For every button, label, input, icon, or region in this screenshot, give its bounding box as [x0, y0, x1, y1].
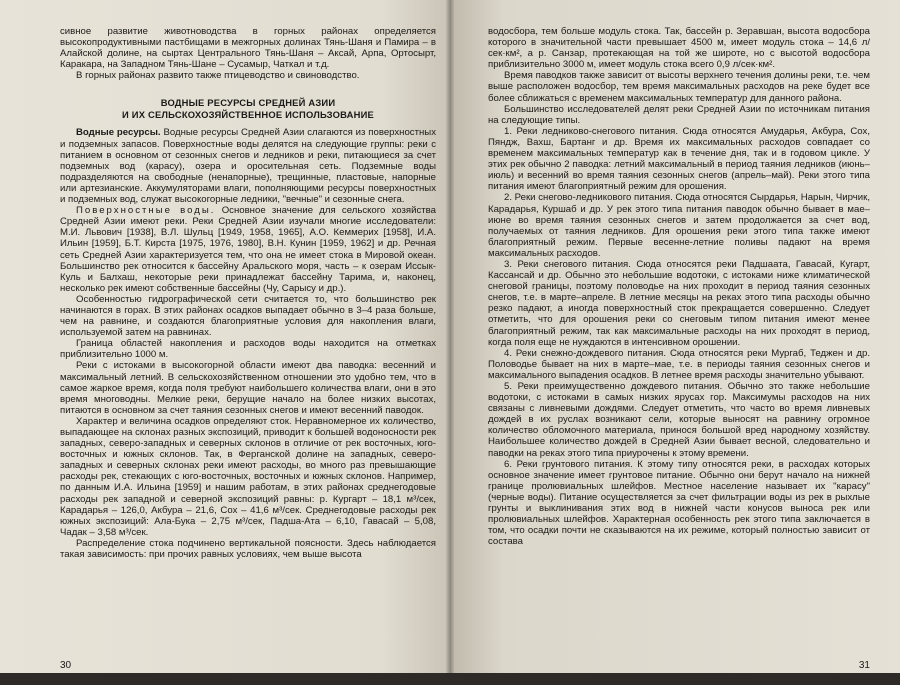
paragraph: Характер и величина осадков определяют сток. Неравномерное их количество, выпадающее на склонах разных экспозиций, приводит к большей водоносности рек западных, северо-западных и северных склонов в отличие от рек восточных, юго-восточных и южных склонов. Так, в Ферганской долине на западных, северо-западных и северных склонах реки имеют расходы, во много раз превышающие расходы рек, стекающих с юго-восточных, восточных и южных склонов. Например, по данным И.А. Ильина [1959] и нашим работам, в этих районах среднегодовые расходы рек западной и северной экспозиций равны: р. Кургарт – 18,1 м³/сек, Карадарья – 126,0, Акбура – 21,6, Сох – 41,6 м³/сек. Среднегодовые расходы рек южных экспозиций: Ала-Бука – 2,75 м³/сек, Падша-Ата – 6,10, Гавасай – 5,08, Чадак – 3,58 м³/сек. — [60, 415, 437, 538]
paragraph: водосбора, тем больше модуль стока. Так, бассейн р. Зеравшан, высота водосбора которого в значительной части превышает 4500 м, имеет модуль стока – 14,6 л/сек·км², а р. Санзар, протекающая на той же широте, но с высотой водосбора приблизительно 3000 м, имеет модуль стока всего 0,9 л/сек·км². — [488, 26, 870, 71]
paragraph: 2. Реки снегово-ледникового питания. Сюда относятся Сырдарья, Нарын, Чирчик, Карадарья, Куршаб и др. У рек этого типа питания паводок обычно бывает в мае–июне во время таяния сезонных снегов и затем продолжается за счет вод, получаемых от таяния ледников. Для орошения реки этого типа также имеют благоприятный режим. Первые весенне-летние поливы падают на время максимальных расходов. — [488, 192, 870, 259]
heading-line: И ИХ СЕЛЬСКОХОЗЯЙСТВЕННОЕ ИСПОЛЬЗОВАНИЕ — [122, 109, 374, 121]
paragraph: Распределение стока подчинено вертикальной поясности. Здесь наблюдается такая зависимость: при прочих равных условиях, чем выше высота — [60, 537, 436, 561]
paragraph: сивное развитие животноводства в горных районах определяется высокопродуктивными пастбищами в межгорных долинах Тянь-Шаня и Памира – в Алайской долине, на сыртах Центрального Тянь-Шаня – Аксай, Арпа, Ортосырт, Каракара, на Западном Тянь-Шане – Сусамыр, Чаткал и т.д. — [60, 26, 436, 71]
book-gutter — [446, 0, 454, 685]
paragraph: Большинство исследователей делят реки Средней Азии по источникам питания на следующие типы. — [488, 103, 870, 126]
paragraph-text: Водные ресурсы Средней Азии слагаются из поверхностных и подземных запасов. Поверхностные воды делятся на следующие группы: реки с питанием в основном от сезонных снегов и ледников и реки, питающиеся за счет подземных вод (карасу), озера и оросительная сеть. Подземные воды подразделяются на свободные (ненапорные), трещинные, пластовые, напорные или артезианские. Аккумуляторами влаги, пополняющими ресурсы поверхностных и подземных вод, служат высокогорные ледники, "вечные" и сезонные снега. — [60, 127, 436, 206]
subheading: Водные ресурсы. — [76, 127, 161, 139]
paragraph: Реки с истоками в высокогорной области имеют два паводка: весенний и максимальный летний. В сельскохозяйственном отношении это удобно тем, что в самое жаркое время, когда поля требуют наибольшего количества влаги, они в это время многоводны. Мелкие реки, берущие начало на более низких высотах, питаются в основном за счет таяния сезонных снегов и имеют весенний паводок. — [60, 360, 436, 416]
subheading: Поверхностные воды. — [76, 205, 216, 217]
page-number: 31 — [858, 660, 870, 671]
paragraph: 6. Реки грунтового питания. К этому типу относятся реки, в расходах которых основное значение имеет грунтовое питание. Обычно они берут начало на нижней границе пролювиальных шлейфов. Местное население называет их "карасу" (черные воды). Питание осуществляется за счет фильтрации воды из рек в рыхлые грунты и выклинивания этих вод в нижней части конусов выноса рек или пролювиальных шлейфов. Характерная особенность рек этого типа заключается в том, что осадки почти не сказываются на их режиме, который полностью зависит от состава — [488, 458, 870, 548]
paragraph — [60, 205, 436, 294]
heading-line: ВОДНЫЕ РЕСУРСЫ СРЕДНЕЙ АЗИИ — [160, 97, 336, 109]
right-page — [450, 0, 900, 685]
paragraph: 4. Реки снежно-дождевого питания. Сюда относятся реки Мургаб, Теджен и др. Половодье бывает на них в марте–мае, т.е. в периоды таяния сезонных снегов и максимального выпадения осадков. В летнее время расходы значительно убывают. — [488, 347, 870, 381]
paragraph-text: Основное значение для сельского хозяйства Средней Азии имеют реки. Реки Средней Азии изучали многие исследователи: М.И. Львович [1938], В.Л. Шульц [1949, 1958, 1965], А.О. Кеммерих [1958], И.А. Ильин [1959], Б.Т. Кирста [1975, 1976, 1980], В.Н. Кунин [1959, 1962] и др. Речная сеть Средней Азии характеризуется тем, что она не имеет стока в Мировой океан. Большинство рек относится к бассейну Аральского моря, часть – к озерам Иссык-Куль и Балхаш, некоторые реки принадлежат бассейну Тарима, и, наконец, несколько рек имеют собственные бассейны (Чу, Сарысу и др.). — [60, 205, 436, 294]
paragraph: 5. Реки преимущественно дождевого питания. Обычно это также небольшие водотоки, с истоками в самых низких ярусах гор. Максимумы расходов на них связаны с ливневыми дождями. Следует отметить, что часто во время ливневых дождей в их руслах возникают сели, которые выносят на равнину огромное количество обломочного материала, принося большой вред народному хозяйству. Наибольшее количество дождей в Средней Азии бывает весной, следовательно и паводки на реках этого типа приурочены к этому времени. — [488, 381, 870, 459]
paragraph: Время паводков также зависит от высоты верхнего течения долины реки, т.е. чем выше расположен водосбор, тем время максимальных расходов на реке будет все более сближаться с временем максимальных температур для данного района. — [488, 70, 870, 104]
paragraph: Особенностью гидрографической сети считается то, что большинство рек начинаются в горах. В этих районах осадков выпадает обычно в 3–4 раза больше, чем на равнине, и создаются благоприятные условия для накопления влаги, используемой затем на равнинах. — [60, 293, 436, 339]
page-number: 30 — [60, 660, 72, 671]
paragraph: 1. Реки ледниково-снегового питания. Сюда относятся Амударья, Акбура, Сох, Пяндж, Вахш, Бартанг и др. Время их максимальных расходов совпадает со временем максимальных температур как в течение дня, так и в годовом цикле. У этих рек обычно 2 паводка: летний максимальный в период таяния ледников (июнь–июль) и весенний во время таяния сезонных снегов (апрель–май). Реки этого типа питания имеют благоприятный режим для орошения. — [488, 125, 870, 193]
paragraph: 3. Реки снегового питания. Сюда относятся реки Падшаата, Гавасай, Кугарт, Кассансай и др. Обычно это небольшие водотоки, с истоками ниже климатической снеговой границы, поэтому половодье на них проходит в период таяния сезонных снегов, т.е. в марте–апреле. В летние месяцы на реках этого типа расходы обычно резко падают, а иногда поверхностный сток прекращается совершенно. Следует отметить, что для орошения реки со снеговым типом питания имеют менее благоприятный режим, так как максимальные расходы на них проходят в период, когда поля еще не нуждаются в интенсивном орошении. — [488, 258, 870, 348]
paragraph — [60, 127, 436, 205]
section-heading — [60, 97, 436, 121]
page-bottom-edge — [0, 673, 900, 685]
paragraph: В горных районах развито также птицеводство и свиноводство. — [76, 70, 360, 82]
paragraph: Граница областей накопления и расходов воды находится на отметках приблизительно 1000 м. — [60, 338, 436, 361]
